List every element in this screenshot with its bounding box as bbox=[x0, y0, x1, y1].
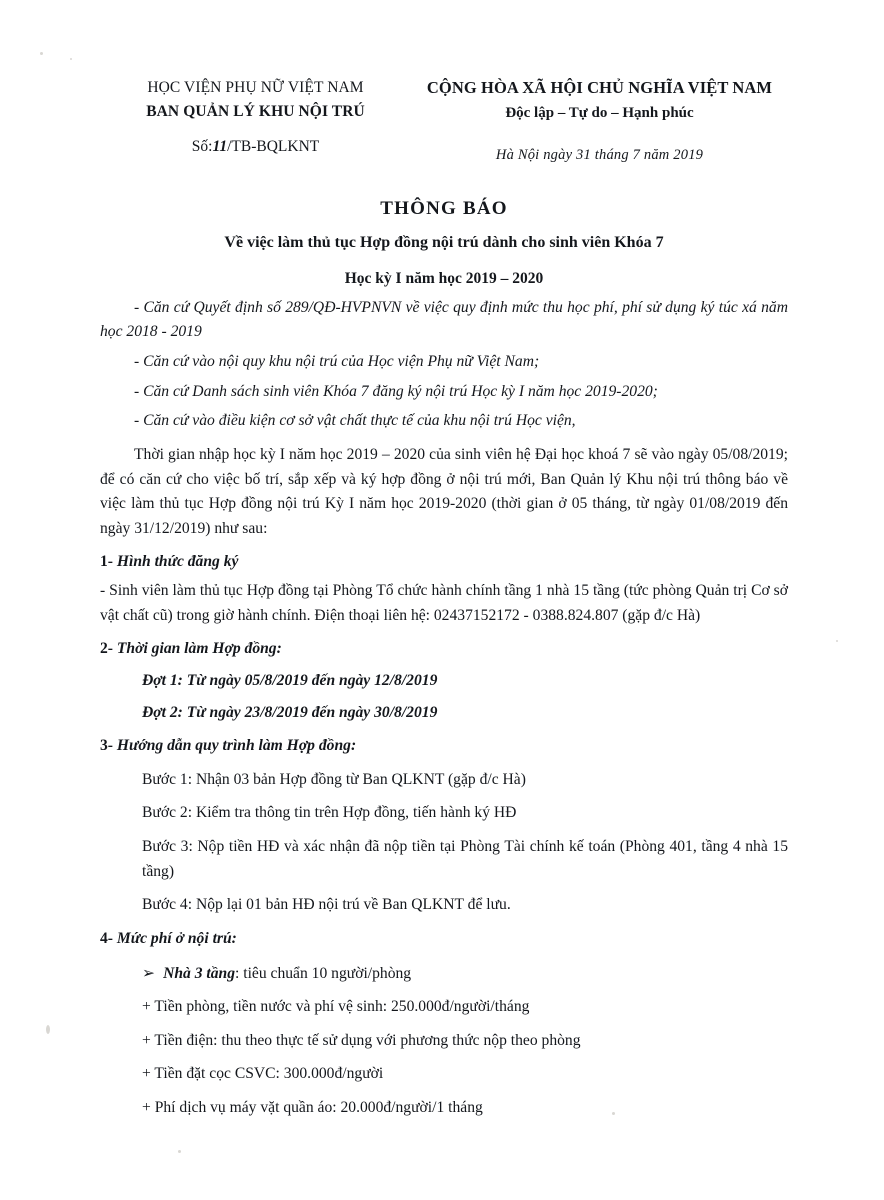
building-standard: : tiêu chuẩn 10 người/phòng bbox=[235, 964, 412, 982]
batch-2-dates: Từ ngày 23/8/2019 đến ngày 30/8/2019 bbox=[186, 703, 438, 721]
section-2-title: Thời gian làm Hợp đồng: bbox=[116, 640, 282, 658]
place-and-date: Hà Nội ngày 31 tháng 7 năm 2019 bbox=[495, 146, 704, 163]
legal-basis-item: - Căn cứ Danh sách sinh viên Khóa 7 đăng ký nội trú Học kỳ I năm học 2019-2020; bbox=[134, 382, 658, 400]
intro-paragraph: Thời gian nhập học kỳ I năm học 2019 – 2020 của sinh viên hệ Đại học khoá 7 sẽ vào ngày 05/08/2019; để có căn cứ cho việc bố trí, sắp xếp và ký hợp đồng ở nội trú mới, Ban Quản lý Khu nội trú thông báo về việc làm thủ tục Hợp đồng nội trú Kỳ I năm học 2019-2020 (thời gian ở 05 tháng, từ ngày 01/08/2019 đến ngày 31/12/2019) như sau: bbox=[100, 445, 788, 537]
section-4-title: Mức phí ở nội trú: bbox=[116, 929, 237, 947]
batch-2-label: Đợt 2: bbox=[142, 703, 187, 721]
scan-speckle bbox=[70, 58, 72, 60]
national-motto: Độc lập – Tự do – Hạnh phúc bbox=[505, 104, 694, 121]
fee-item: + Tiền đặt cọc CSVC: 300.000đ/người bbox=[142, 1065, 384, 1083]
document-number bbox=[100, 138, 411, 156]
scan-speckle bbox=[836, 640, 838, 642]
legal-basis-item: - Căn cứ vào nội quy khu nội trú của Học viện Phụ nữ Việt Nam; bbox=[134, 353, 540, 370]
section-1-title: Hình thức đăng ký bbox=[116, 553, 239, 571]
arrow-bullet-icon: ➢ bbox=[142, 964, 156, 982]
building-bullet bbox=[142, 962, 788, 987]
section-1-body: - Sinh viên làm thủ tục Hợp đồng tại Phòng Tổ chức hành chính tầng 1 nhà 15 tầng (tức phòng Quản trị Cơ sở vật chất cũ) trong giờ hành chính. Điện thoại liên hệ: 02437152172 - 0388.824.807 (gặp đ/c Hà) bbox=[100, 582, 788, 624]
country-name: CỘNG HÒA XÃ HỘI CHỦ NGHĨA VIỆT NAM bbox=[426, 78, 773, 97]
title-term: Học kỳ I năm học 2019 – 2020 bbox=[344, 269, 544, 287]
section-4-number: 4- bbox=[100, 929, 117, 947]
document-number-value: 11 bbox=[212, 138, 228, 156]
section-2-item bbox=[142, 669, 788, 694]
title-subject: Về việc làm thủ tục Hợp đồng nội trú dành cho sinh viên Khóa 7 bbox=[224, 233, 664, 251]
document-number-prefix: Số: bbox=[191, 138, 213, 156]
national-heading bbox=[411, 76, 788, 164]
fee-item: + Phí dịch vụ máy vặt quần áo: 20.000đ/người/1 tháng bbox=[142, 1099, 483, 1116]
legal-basis-item: - Căn cứ Quyết định số 289/QĐ-HVPNVN về việc quy định mức thu học phí, phí sử dụng ký túc xá năm học 2018 - 2019 bbox=[100, 298, 788, 341]
batch-1-label: Đợt 1: bbox=[142, 671, 187, 689]
section-3-title: Hướng dẫn quy trình làm Hợp đồng: bbox=[116, 737, 357, 755]
section-2-number: 2- bbox=[100, 640, 117, 658]
section-3-heading bbox=[100, 734, 788, 759]
procedure-step: Bước 2: Kiểm tra thông tin trên Hợp đồng, tiến hành ký HĐ bbox=[142, 804, 517, 822]
scan-speckle bbox=[178, 1150, 181, 1153]
section-2-item bbox=[142, 701, 788, 726]
procedure-step: Bước 4: Nộp lại 01 bản HĐ nội trú về Ban QLKNT để lưu. bbox=[142, 896, 511, 914]
section-1-heading bbox=[100, 550, 788, 575]
section-1-number: 1- bbox=[100, 553, 117, 571]
section-3-number: 3- bbox=[100, 737, 117, 755]
document-number-suffix: /TB-BQLKNT bbox=[227, 138, 320, 156]
department-name: BAN QUẢN LÝ KHU NỘI TRÚ bbox=[146, 103, 365, 121]
page-title: THÔNG BÁO bbox=[380, 197, 508, 219]
scan-speckle bbox=[612, 1112, 615, 1115]
section-2-heading bbox=[100, 637, 788, 662]
organization-name: HỌC VIỆN PHỤ NỮ VIỆT NAM bbox=[147, 79, 364, 96]
scan-speckle bbox=[40, 52, 43, 55]
scan-speckle bbox=[46, 1025, 50, 1034]
batch-1-dates: Từ ngày 05/8/2019 đến ngày 12/8/2019 bbox=[186, 671, 438, 689]
fee-item: + Tiền điện: thu theo thực tế sử dụng với phương thức nộp theo phòng bbox=[142, 1031, 581, 1049]
document-body bbox=[100, 296, 788, 1121]
building-name: Nhà 3 tầng bbox=[163, 964, 236, 982]
issuing-organization bbox=[100, 76, 411, 156]
legal-basis-item: - Căn cứ vào điều kiện cơ sở vật chất thực tế của khu nội trú Học viện, bbox=[134, 412, 576, 430]
title-block bbox=[100, 198, 788, 288]
procedure-step: Bước 3: Nộp tiền HĐ và xác nhận đã nộp tiền tại Phòng Tài chính kế toán (Phòng 401, tầng 4 nhà 15 tầng) bbox=[142, 838, 788, 880]
procedure-step: Bước 1: Nhận 03 bản Hợp đồng từ Ban QLKNT (gặp đ/c Hà) bbox=[142, 770, 526, 788]
document-header bbox=[100, 76, 788, 164]
fee-item: + Tiền phòng, tiền nước và phí vệ sinh: 250.000đ/người/tháng bbox=[142, 998, 530, 1016]
section-4-heading bbox=[100, 927, 788, 952]
